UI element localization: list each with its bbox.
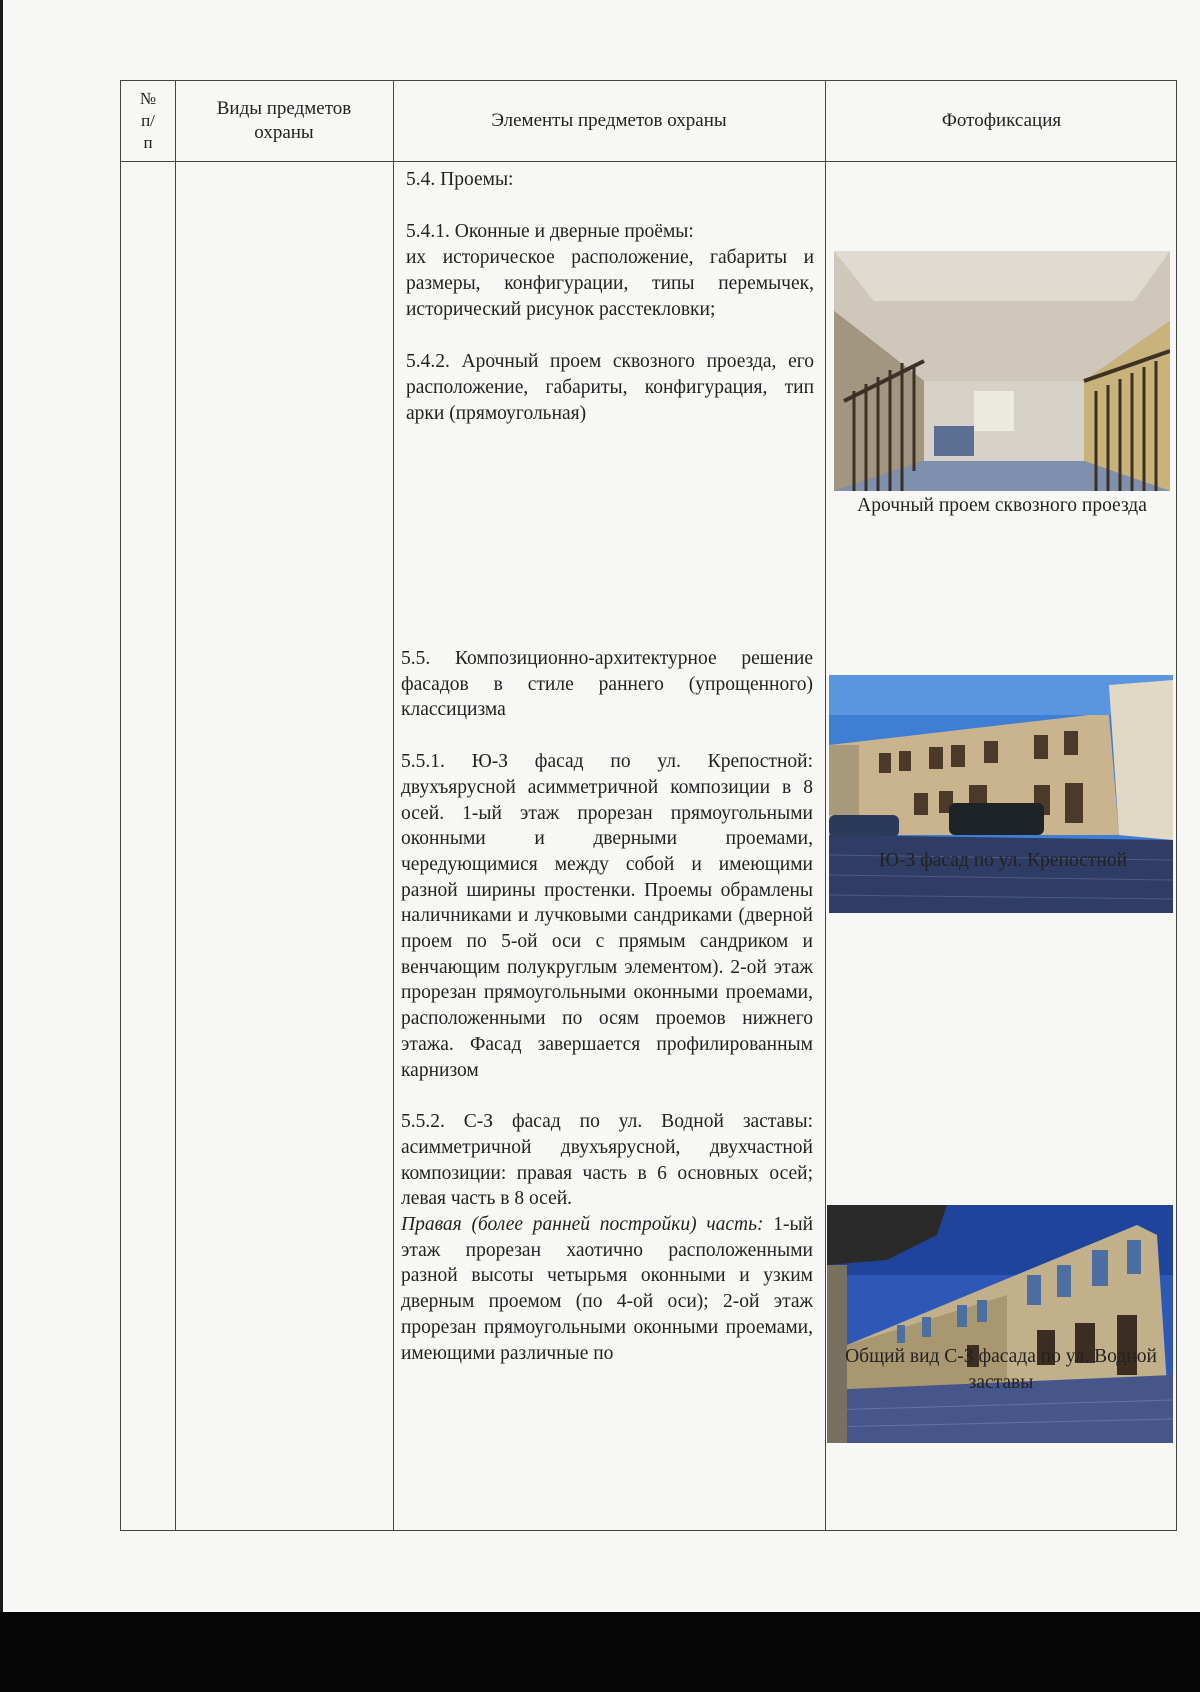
column-divider — [175, 81, 176, 1530]
section-5-4-title: 5.4. Проемы: — [406, 169, 514, 190]
section-5-4-1-text: их историческое расположение, габариты и размеры, конфигурации, типы перемычек, исторический рисунок расстекловки; — [406, 247, 814, 320]
photo-arched-passage — [834, 251, 1170, 491]
section-5-5-2-text: 5.5.2. С-З фасад по ул. Водной заставы: асимметричной двухъярусной, двухчастной композиции: правая часть в 6 основных осей; левая часть в 8 осей. — [401, 1111, 813, 1210]
protection-elements-table — [120, 80, 1177, 1531]
header-protection-types: Виды предметов охраны — [216, 98, 352, 143]
scan-left-edge — [0, 0, 3, 1612]
section-5-5-2-right-part: Правая (более ранней постройки) часть: 1-ый этаж прорезан хаотично расположенными разной высоты четырьмя оконными и узким дверным проемом (по 4-ой оси); 2-ой этаж прорезан прямоугольными оконными проемами, имеющими различные по — [401, 1214, 814, 1364]
photo-nw-facade — [827, 1205, 1173, 1443]
column-divider — [825, 81, 826, 1530]
header-number: № п/ п — [139, 89, 157, 152]
photo-caption-arched-passage: Арочный проем сквозного проезда — [857, 495, 1147, 516]
section-5-4-1-title: 5.4.1. Оконные и дверные проёмы: — [406, 221, 694, 242]
header-photo-fixation: Фотофиксация — [941, 110, 1062, 131]
header-protection-elements: Элементы предметов охраны — [491, 110, 727, 131]
column-divider — [393, 81, 394, 1530]
section-5-5-text: 5.5. Композиционно-архитектурное решение фасадов в стиле раннего (упрощенного) классицизма — [401, 648, 813, 721]
right-part-label: Правая (более ранней постройки) часть: — [401, 1214, 764, 1236]
header-divider — [121, 161, 1176, 162]
section-5-5-1-text: 5.5.1. Ю-З фасад по ул. Крепостной: двухъярусной асимметричной композиции в 8 осей. 1-ый этаж прорезан прямоугольными оконными и дверными проемами, чередующимися между собой и имеющими разной ширины простенки. Проемы обрамлены наличниками и лучковыми сандриками (дверной проем по 5-ой оси с прямым сандриком и венчающим полукруглым элементом). 2-ой этаж прорезан прямоугольными оконными проемами, расположенными по осям проемов нижнего этажа. Фасад завершается профилированным карнизом — [401, 751, 813, 1081]
photo-sw-facade — [829, 675, 1173, 913]
section-5-4-2-text: 5.4.2. Арочный проем сквозного проезда, его расположение, габариты, конфигурация, тип арки (прямоугольная) — [406, 351, 814, 424]
scan-bottom-border — [0, 1612, 1200, 1692]
elements-text-block-1 — [406, 167, 814, 427]
photo-caption-sw-facade: Ю-З фасад по ул. Крепостной — [878, 850, 1128, 871]
photo-caption-nw-facade: Общий вид С-З фасада по ул. Водной заставы — [845, 1346, 1157, 1393]
elements-text-block-2 — [401, 646, 813, 1366]
